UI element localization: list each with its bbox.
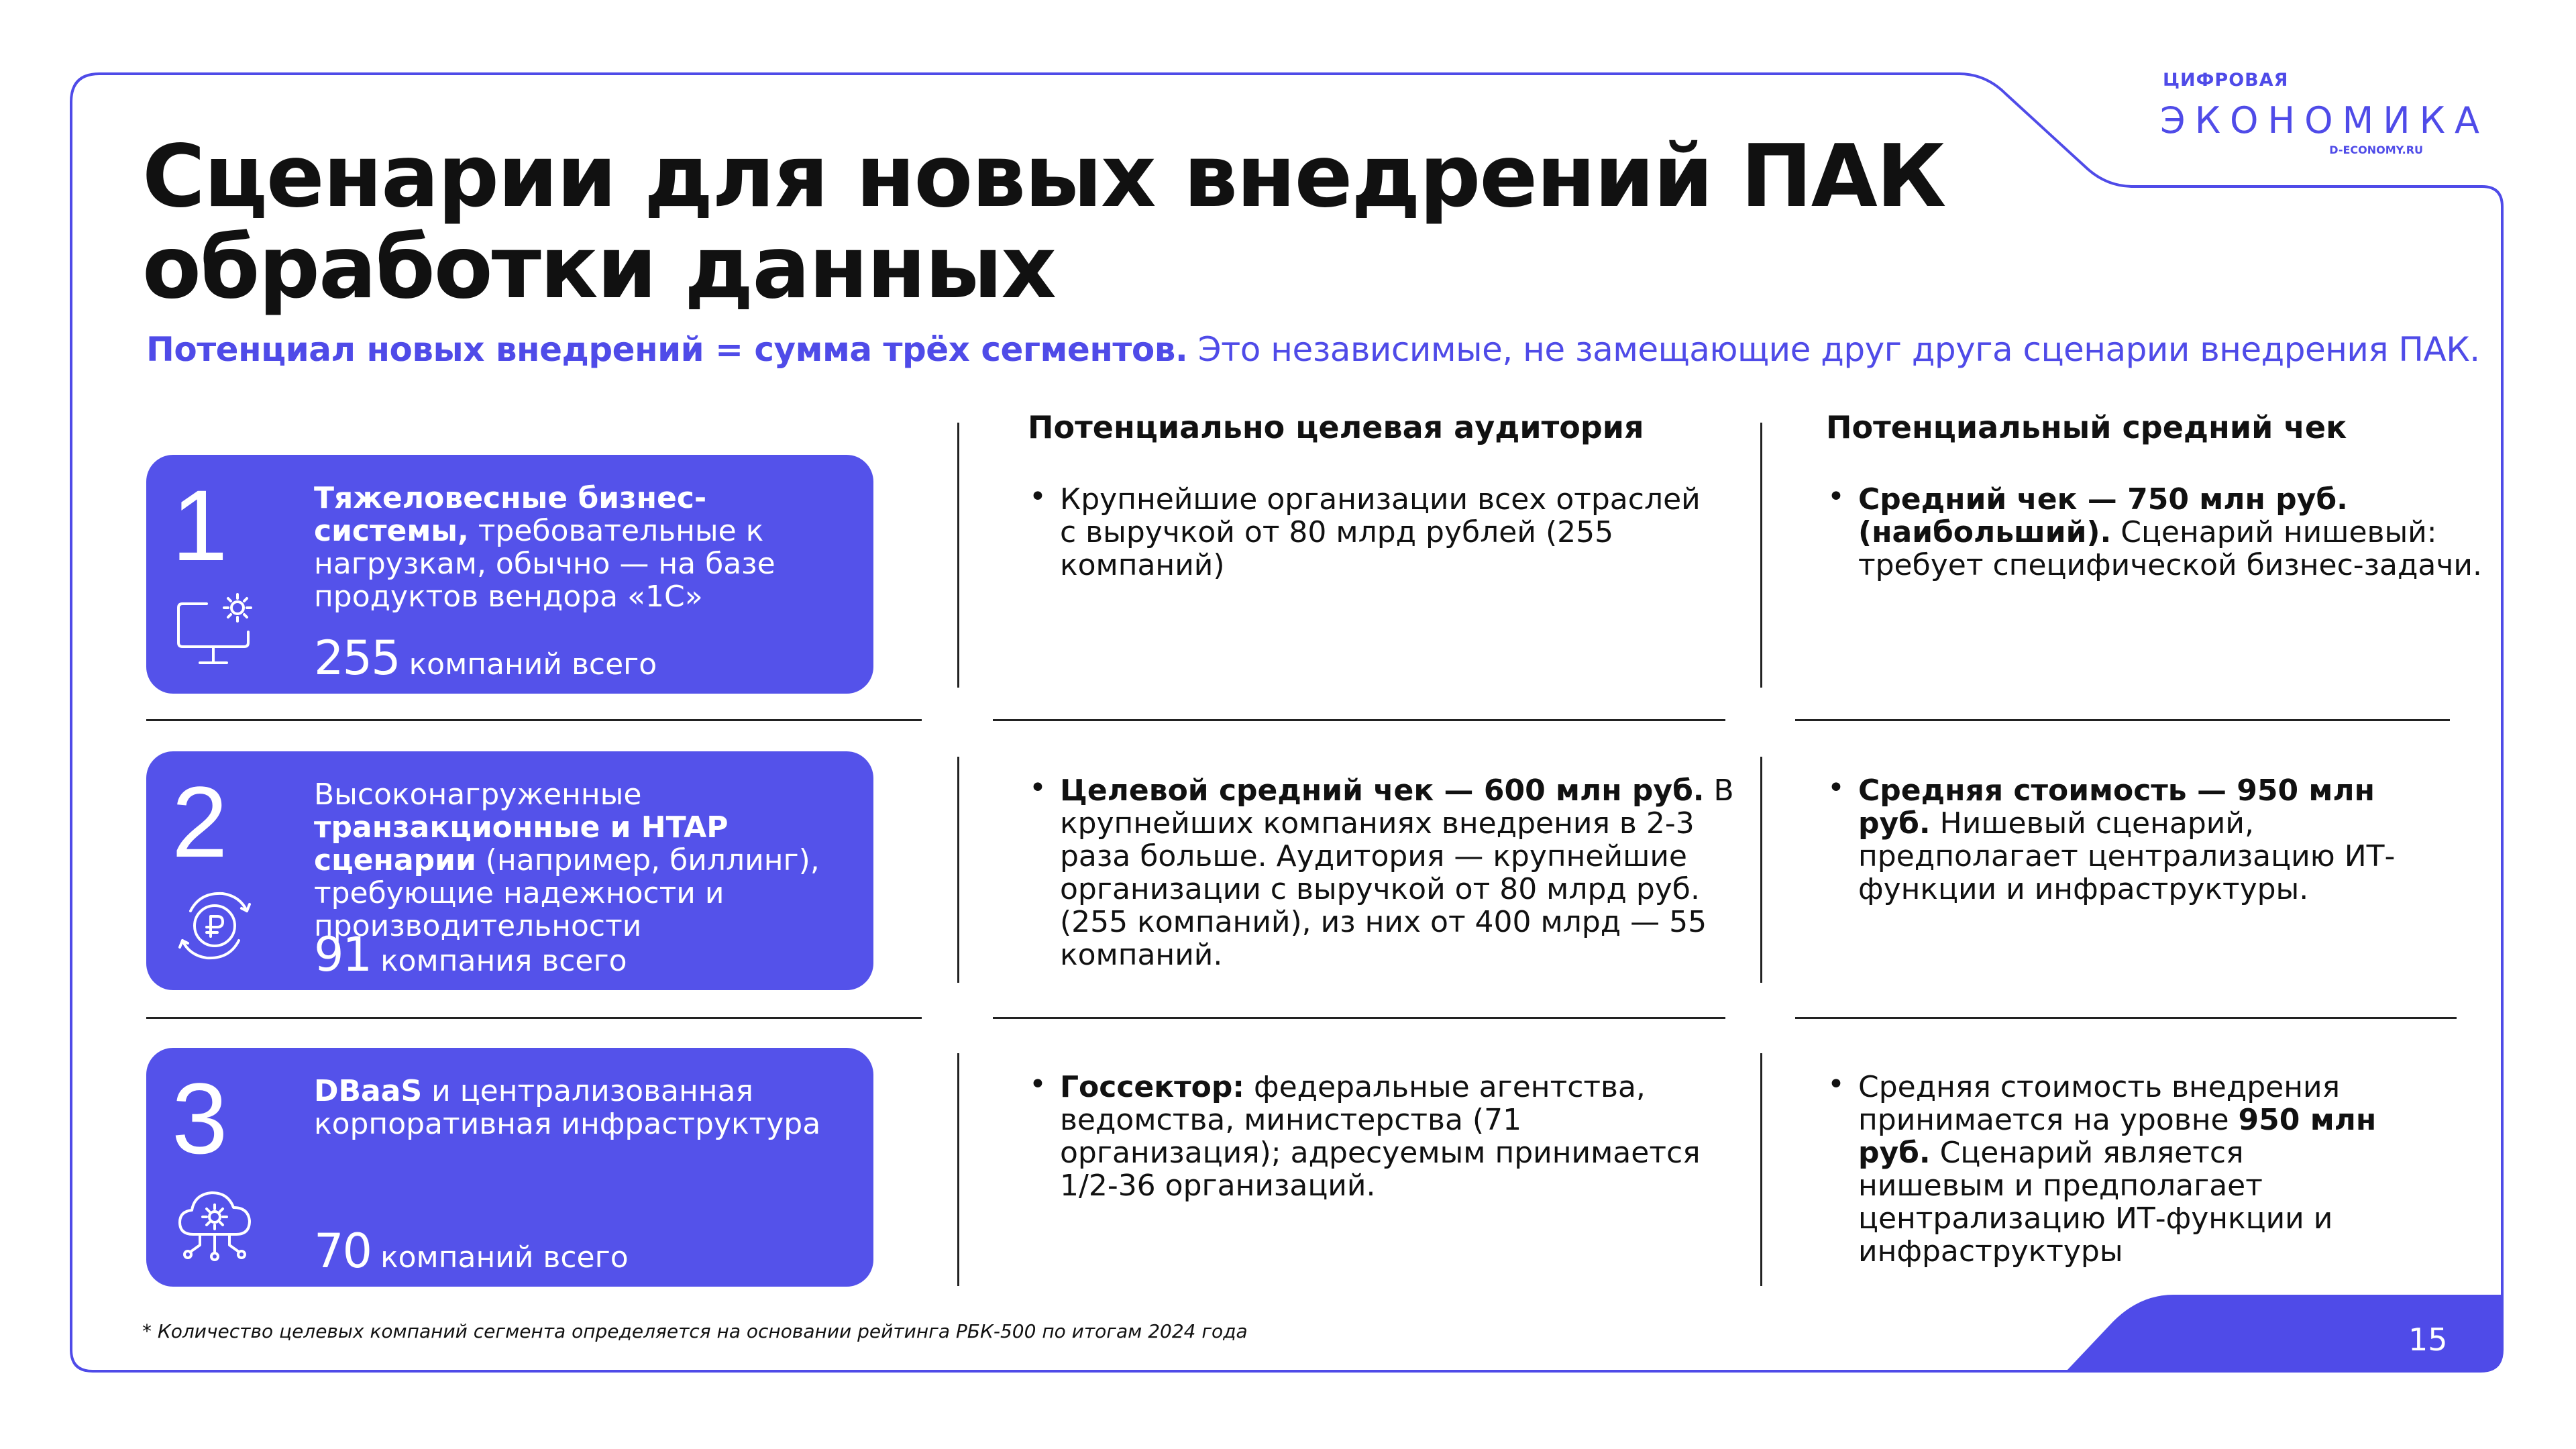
divider — [146, 719, 922, 721]
segment-description — [314, 1075, 851, 1140]
audience-cell-3 — [1028, 1071, 1712, 1202]
audience-text: федеральные агентства, ведомства, министерства (71 организация); адресуемым принимается 1/2-36 организаций. — [1060, 1070, 1701, 1203]
logo — [2160, 67, 2489, 161]
segment-desc-pre: Высоконагруженные — [314, 777, 642, 812]
divider — [1760, 423, 1762, 688]
count-label: компаний всего — [371, 1240, 629, 1275]
check-bold: Средний чек — 750 млн руб. (наибольший). — [1858, 482, 2348, 549]
count-number: 91 — [314, 927, 372, 982]
segment-count — [314, 927, 627, 982]
check-cell-2 — [1826, 774, 2430, 906]
segment-desc-bold: транзакционные и HTAP сценарии — [314, 810, 729, 877]
divider — [957, 423, 959, 688]
subtitle-bold: Потенциал новых внедрений = сумма трёх сегментов. — [146, 330, 1188, 369]
list-item — [1826, 774, 2430, 906]
divider — [1795, 719, 2450, 721]
subtitle — [146, 330, 2480, 369]
count-number: 70 — [314, 1224, 372, 1279]
segment-desc-bold: DBaaS — [314, 1074, 423, 1108]
check-bold: 950 млн руб. — [1858, 1103, 2377, 1170]
subtitle-text: Это независимые, не замещающие друг друга сценарии внедрения ПАК. — [1187, 330, 2480, 369]
segment-count — [314, 1224, 629, 1279]
audience-bold: Госсектор: — [1060, 1070, 1244, 1104]
logo-main: ЭКОНОМИКА — [2160, 99, 2489, 142]
check-text: Сценарий нишевый: требует специфической бизнес-задачи. — [1858, 515, 2482, 582]
segment-count — [314, 631, 657, 686]
list-item — [1028, 1071, 1712, 1202]
list-item — [1826, 483, 2483, 582]
audience-cell-1 — [1028, 483, 1725, 582]
divider — [957, 757, 959, 983]
check-pre: Средняя стоимость внедрения принимается на уровне — [1858, 1070, 2341, 1137]
segment-desc-text: (например, биллинг), требующие надежности и производительности — [314, 843, 820, 943]
check-bold: Средняя стоимость — 950 млн руб. — [1858, 773, 2375, 841]
divider — [993, 1017, 1725, 1019]
cloud-gear-icon — [173, 1181, 256, 1264]
divider — [957, 1053, 959, 1286]
check-text: Сценарий является нишевым и предполагает централизацию ИТ-функции и инфраструктуры — [1858, 1136, 2333, 1269]
check-cell-1 — [1826, 483, 2483, 582]
footnote: * Количество целевых компаний сегмента определяется на основании рейтинга РБК-500 по итогам 2024 года — [142, 1320, 1248, 1342]
audience-text: Крупнейшие организации всех отраслей с выручкой от 80 млрд рублей (255 компаний) — [1060, 482, 1701, 582]
page-title: Сценарии для новых внедрений ПАК обработки данных — [142, 127, 1945, 318]
monitor-gear-icon — [173, 588, 256, 671]
divider — [1760, 757, 1762, 983]
check-text: Нишевый сценарий, предполагает централизацию ИТ-функции и инфраструктуры. — [1858, 806, 2396, 906]
segment-description — [314, 778, 851, 943]
segment-card-1 — [146, 455, 873, 694]
divider — [1760, 1053, 1762, 1286]
count-label: компания всего — [371, 944, 627, 978]
logo-top: ЦИФРОВАЯ — [2163, 70, 2289, 91]
page-number: 15 — [2408, 1322, 2448, 1358]
segment-description — [314, 482, 851, 613]
audience-bold: Целевой средний чек — 600 млн руб. — [1060, 773, 1705, 808]
divider — [146, 1017, 922, 1019]
segment-number: 1 — [172, 469, 228, 582]
ruble-cycle-icon — [173, 884, 256, 967]
list-item — [1826, 1071, 2390, 1268]
divider — [1795, 1017, 2457, 1019]
divider — [993, 719, 1725, 721]
logo-url: D-ECONOMY.RU — [2329, 144, 2423, 156]
segment-card-2 — [146, 751, 873, 990]
segment-desc-text: требовательные к нагрузкам, обычно — на базе продуктов вендора «1С» — [314, 514, 775, 614]
check-cell-3 — [1826, 1071, 2390, 1268]
count-label: компаний всего — [399, 647, 657, 682]
list-item — [1028, 774, 1746, 971]
segment-desc-text: и централизованная корпоративная инфраструктура — [314, 1074, 821, 1141]
segment-card-3 — [146, 1048, 873, 1287]
count-number: 255 — [314, 631, 400, 686]
audience-text: В крупнейших компаниях внедрения в 2-3 раза больше. Аудитория — крупнейшие организации с выручкой от 80 млрд руб. (255 компаний), из них от 400 млрд — 55 компаний. — [1060, 773, 1734, 972]
segment-number: 2 — [172, 765, 228, 878]
audience-cell-2 — [1028, 774, 1746, 971]
column-header-audience: Потенциально целевая аудитория — [1028, 409, 1644, 445]
column-header-check: Потенциальный средний чек — [1826, 409, 2347, 445]
list-item — [1028, 483, 1725, 582]
segment-desc-bold: Тяжеловесные бизнес-системы, — [314, 481, 707, 548]
segment-number: 3 — [172, 1062, 228, 1175]
